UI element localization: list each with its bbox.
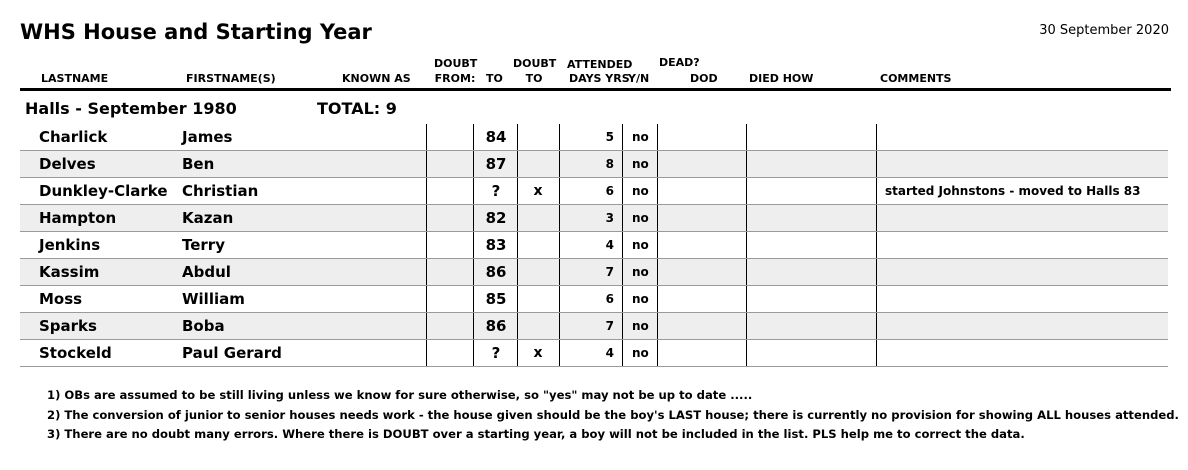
column-divider [559,124,560,150]
table-row [20,340,1168,367]
dead-cell: no [632,238,649,252]
column-divider [473,340,474,366]
column-divider [622,232,623,258]
column-divider [746,178,747,204]
years-cell: 3 [605,211,614,225]
header-doubt-from-line1: DOUBT [434,57,478,70]
column-divider [622,286,623,312]
doubt-to-cell [517,313,559,339]
column-divider [746,124,747,150]
lastname-cell: Jenkins [39,236,101,254]
student-table [20,124,1168,367]
table-row [20,286,1168,313]
table-row [20,178,1168,205]
lastname-cell: Hampton [39,209,117,227]
firstname-cell: James [182,128,233,146]
column-divider [622,313,623,339]
header-known-as: KNOWN AS [342,72,411,85]
column-divider [473,124,474,150]
header-to: TO [486,72,503,85]
column-divider [876,151,877,177]
column-divider [746,232,747,258]
column-divider [876,232,877,258]
lastname-cell: Moss [39,290,83,308]
column-divider [559,259,560,285]
footnote: 2) The conversion of junior to senior houses needs work - the house given should be the boy's LAST house; there is currently no provision for showing ALL houses attended. [47,407,1179,422]
footnote: 1) OBs are assumed to be still living unless we know for sure otherwise, so "yes" may not be up to date ..... [47,388,753,402]
dead-cell: no [632,319,649,333]
dead-cell: no [632,157,649,171]
lastname-cell: Sparks [39,317,97,335]
firstname-cell: Abdul [182,263,231,281]
column-divider [517,232,518,258]
doubt-to-cell [517,259,559,285]
column-divider [559,340,560,366]
column-divider [622,205,623,231]
to-cell: 82 [485,209,507,227]
header-dod: DOD [690,72,718,85]
comment-cell: started Johnstons - moved to Halls 83 [885,184,1141,198]
column-divider [876,286,877,312]
firstname-cell: Kazan [182,209,234,227]
column-divider [426,205,427,231]
column-divider [473,205,474,231]
to-cell: 83 [485,236,507,254]
column-divider [657,205,658,231]
table-row [20,232,1168,259]
header-doubt-to-line2: TO [525,72,543,85]
column-divider [622,124,623,150]
to-cell: 85 [485,290,507,308]
column-divider [426,313,427,339]
column-divider [473,151,474,177]
to-cell: 87 [485,155,507,173]
firstname-cell: Terry [182,236,225,254]
column-divider [746,259,747,285]
doubt-to-cell [517,286,559,312]
column-divider [426,151,427,177]
table-row [20,259,1168,286]
years-cell: 6 [605,184,614,198]
to-cell: ? [491,182,501,200]
table-row [20,151,1168,178]
column-divider [426,124,427,150]
column-divider [622,340,623,366]
table-row [20,124,1168,151]
column-divider [657,340,658,366]
doubt-to-cell [517,151,559,177]
column-divider [517,178,518,204]
column-divider [746,340,747,366]
column-divider [746,151,747,177]
column-divider [746,286,747,312]
column-divider [876,205,877,231]
column-divider [657,286,658,312]
dead-cell: no [632,346,649,360]
firstname-cell: Christian [182,182,259,200]
section-total [317,99,397,118]
column-divider [426,286,427,312]
column-divider [517,124,518,150]
dead-cell: no [632,292,649,306]
column-divider [473,313,474,339]
column-divider [559,232,560,258]
column-divider [517,286,518,312]
column-divider [559,151,560,177]
doubt-to-cell [517,205,559,231]
to-cell: 84 [485,128,507,146]
to-cell: 86 [485,317,507,335]
header-attended-line2: DAYS YRS [569,72,630,85]
section-title: Halls - September 1980 [25,99,237,118]
header-firstnames: FIRSTNAME(S) [186,72,276,85]
lastname-cell: Delves [39,155,96,173]
dead-cell: no [632,211,649,225]
column-divider [746,313,747,339]
page-title: WHS House and Starting Year [20,20,372,44]
column-divider [746,205,747,231]
years-cell: 7 [605,265,614,279]
to-cell: ? [491,344,501,362]
total-value: 9 [385,99,397,118]
column-divider [876,340,877,366]
years-cell: 8 [605,157,614,171]
dead-cell: no [632,184,649,198]
years-cell: 6 [605,292,614,306]
lastname-cell: Dunkley-Clarke [39,182,168,200]
header-died-how: DIED HOW [749,72,814,85]
to-cell: 86 [485,263,507,281]
column-divider [426,340,427,366]
column-divider [473,232,474,258]
column-divider [876,178,877,204]
total-label: TOTAL: [317,99,381,118]
header-comments: COMMENTS [880,72,952,85]
header-doubt-from-line2: FROM: [434,72,476,85]
lastname-cell: Charlick [39,128,108,146]
footnotes [47,386,1179,445]
column-divider [426,232,427,258]
years-cell: 4 [605,238,614,252]
report-date: 30 September 2020 [1039,23,1169,38]
column-divider [473,286,474,312]
column-divider [657,232,658,258]
header-dead-line1: DEAD? [659,56,700,69]
lastname-cell: Stockeld [39,344,112,362]
years-cell: 5 [605,130,614,144]
dead-cell: no [632,265,649,279]
years-cell: 4 [605,346,614,360]
column-divider [559,178,560,204]
header-lastname: LASTNAME [41,72,109,85]
dead-cell: no [632,130,649,144]
firstname-cell: Paul Gerard [182,344,282,362]
column-divider [876,313,877,339]
column-divider [657,178,658,204]
column-divider [657,259,658,285]
column-divider [622,178,623,204]
firstname-cell: William [182,290,245,308]
column-divider [517,259,518,285]
doubt-to-cell [517,124,559,150]
column-divider [657,124,658,150]
table-row [20,313,1168,340]
column-divider [657,313,658,339]
column-divider [473,259,474,285]
column-divider [622,151,623,177]
column-divider [559,286,560,312]
column-divider [622,259,623,285]
doubt-to-cell: x [533,183,543,199]
column-divider [517,340,518,366]
column-divider [517,205,518,231]
column-divider [876,259,877,285]
column-divider [559,313,560,339]
firstname-cell: Boba [182,317,225,335]
header-attended-line1: ATTENDED [567,58,633,71]
column-divider [426,178,427,204]
column-divider [876,124,877,150]
header-dead-line2: Y/N [628,72,650,85]
lastname-cell: Kassim [39,263,100,281]
column-divider [473,178,474,204]
doubt-to-cell [517,232,559,258]
column-divider [657,151,658,177]
doubt-to-cell: x [533,345,543,361]
footnote: 3) There are no doubt many errors. Where there is DOUBT over a starting year, a boy will not be included in the list. PLS help me to correct the data. [47,427,1025,441]
table-row [20,205,1168,232]
years-cell: 7 [605,319,614,333]
column-divider [517,313,518,339]
firstname-cell: Ben [182,155,215,173]
header-divider [20,88,1171,91]
column-divider [559,205,560,231]
column-divider [517,151,518,177]
header-doubt-to-line1: DOUBT [513,57,557,70]
column-divider [426,259,427,285]
